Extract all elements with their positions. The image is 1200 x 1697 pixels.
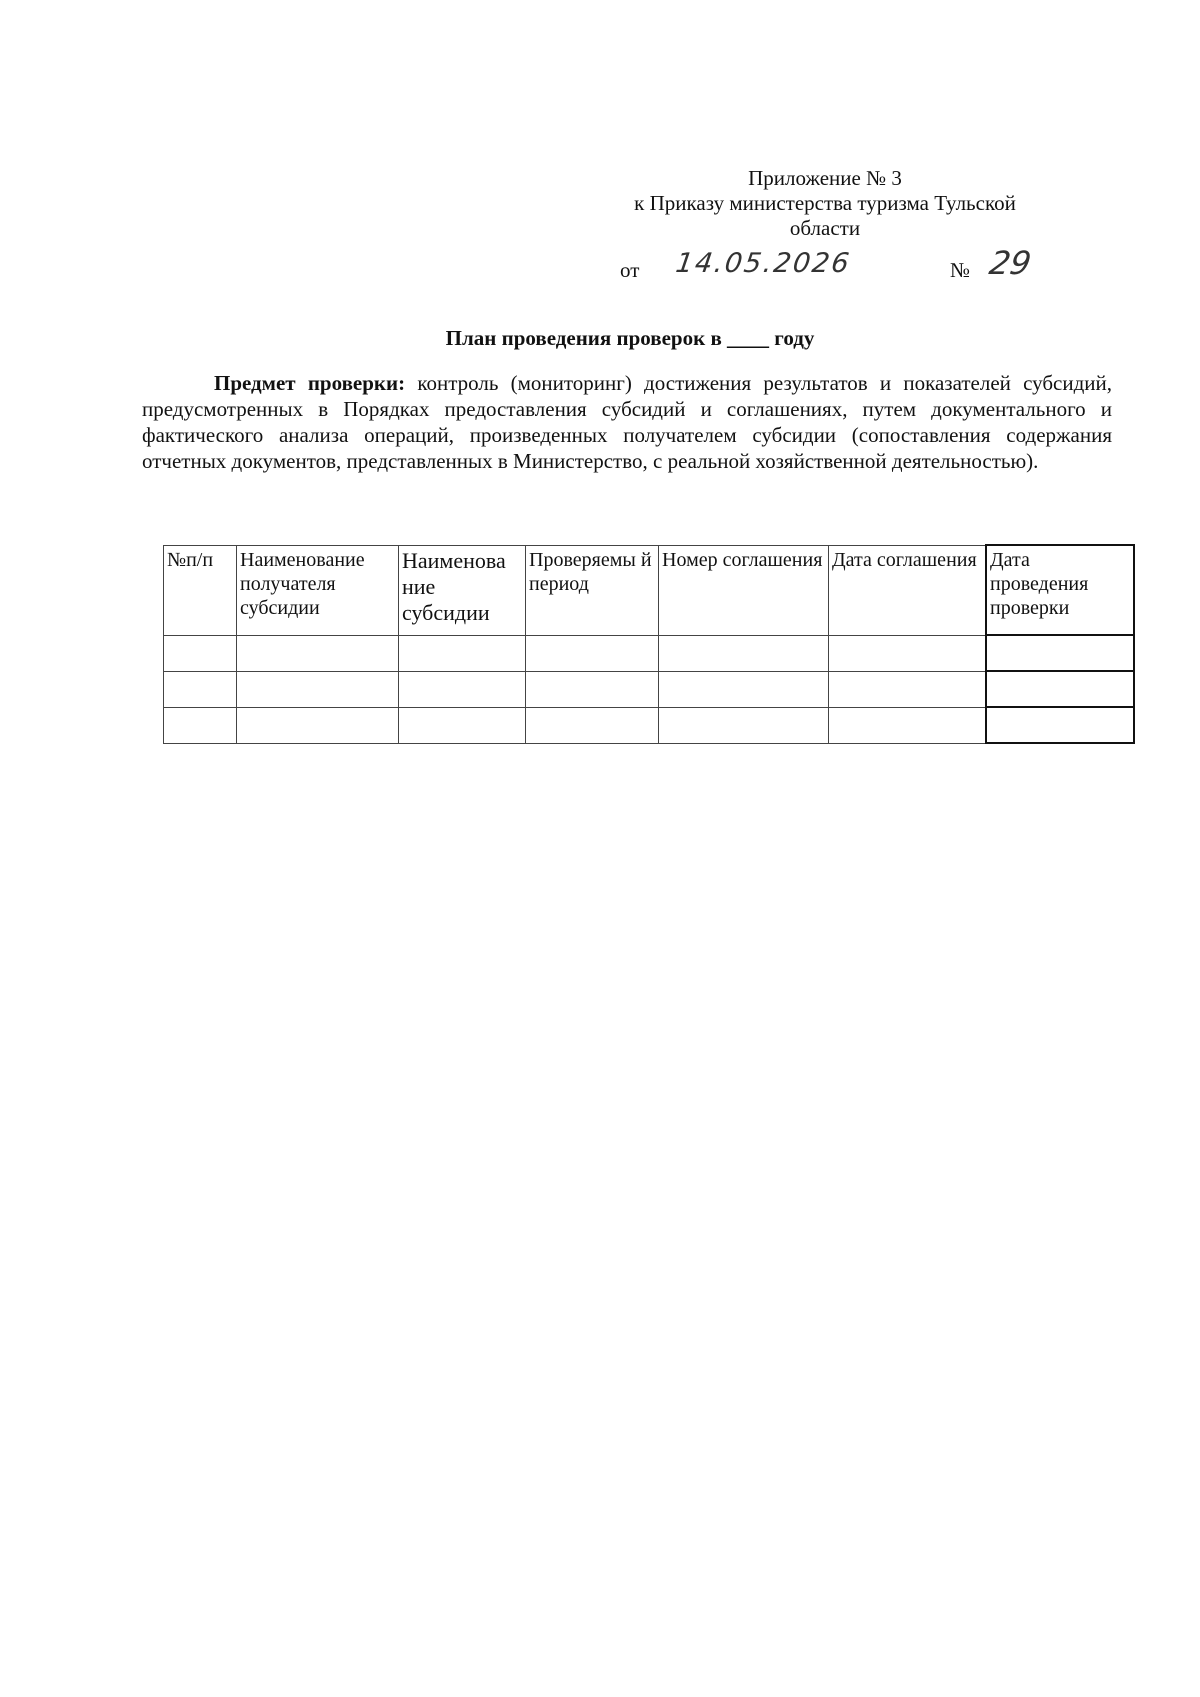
document-title: План проведения проверок в ____ году — [445, 326, 815, 350]
col-header-subsidy-name: Наименова ние субсидии — [399, 545, 526, 635]
table-cell — [164, 671, 237, 707]
col-header-agreement-number: Номер соглашения — [659, 545, 829, 635]
table-row — [164, 707, 1135, 743]
subject-label: Предмет проверки: — [214, 371, 406, 395]
table-cell — [399, 671, 526, 707]
table-cell — [829, 635, 987, 671]
col-header-recipient: Наименование получателя субсидии — [237, 545, 399, 635]
table-cell — [237, 707, 399, 743]
table-cell — [237, 671, 399, 707]
appendix-number: Приложение № 3 — [748, 166, 902, 190]
table-cell — [399, 635, 526, 671]
table-cell — [526, 707, 659, 743]
appendix-order-ref: к Приказу министерства туризма Тульской — [634, 191, 1016, 215]
table-header-row — [164, 545, 1135, 635]
inspection-subject — [142, 370, 1112, 474]
table-cell — [526, 635, 659, 671]
table-cell — [526, 671, 659, 707]
handwritten-number: 29 — [986, 244, 1035, 282]
table-cell — [659, 707, 829, 743]
table-cell — [164, 707, 237, 743]
handwritten-date: 14.05.2026 — [673, 248, 853, 279]
table-cell — [237, 635, 399, 671]
table-cell — [659, 671, 829, 707]
order-date-number-line — [0, 244, 1200, 288]
col-header-period: Проверяемы й период — [526, 545, 659, 635]
table-cell — [399, 707, 526, 743]
table-cell — [986, 635, 1134, 671]
appendix-block — [600, 166, 1050, 241]
table-cell — [659, 635, 829, 671]
table-cell — [829, 671, 987, 707]
table-row — [164, 635, 1135, 671]
col-header-agreement-date: Дата соглашения — [829, 545, 987, 635]
table-cell — [829, 707, 987, 743]
col-header-number: №п/п — [164, 545, 237, 635]
table-cell — [986, 671, 1134, 707]
subject-text: контроль (мониторинг) достижения результатов и показателей субсидий, предусмотренных в Порядках предоставления субсидий и соглашениях, путем документального и фактического анализа операций, произведенных получателем субсидии (сопоставления содержания отчетных документов, представленных в Министерство, с реальной хозяйственной деятельностью). — [142, 371, 1113, 473]
date-label: от — [620, 258, 640, 282]
table-cell — [164, 635, 237, 671]
number-label: № — [950, 258, 971, 282]
table-row — [164, 671, 1135, 707]
inspection-plan-table — [163, 544, 1135, 744]
table-cell — [986, 707, 1134, 743]
col-header-inspection-date: Дата проведения проверки — [986, 545, 1134, 635]
appendix-region: области — [789, 216, 861, 240]
